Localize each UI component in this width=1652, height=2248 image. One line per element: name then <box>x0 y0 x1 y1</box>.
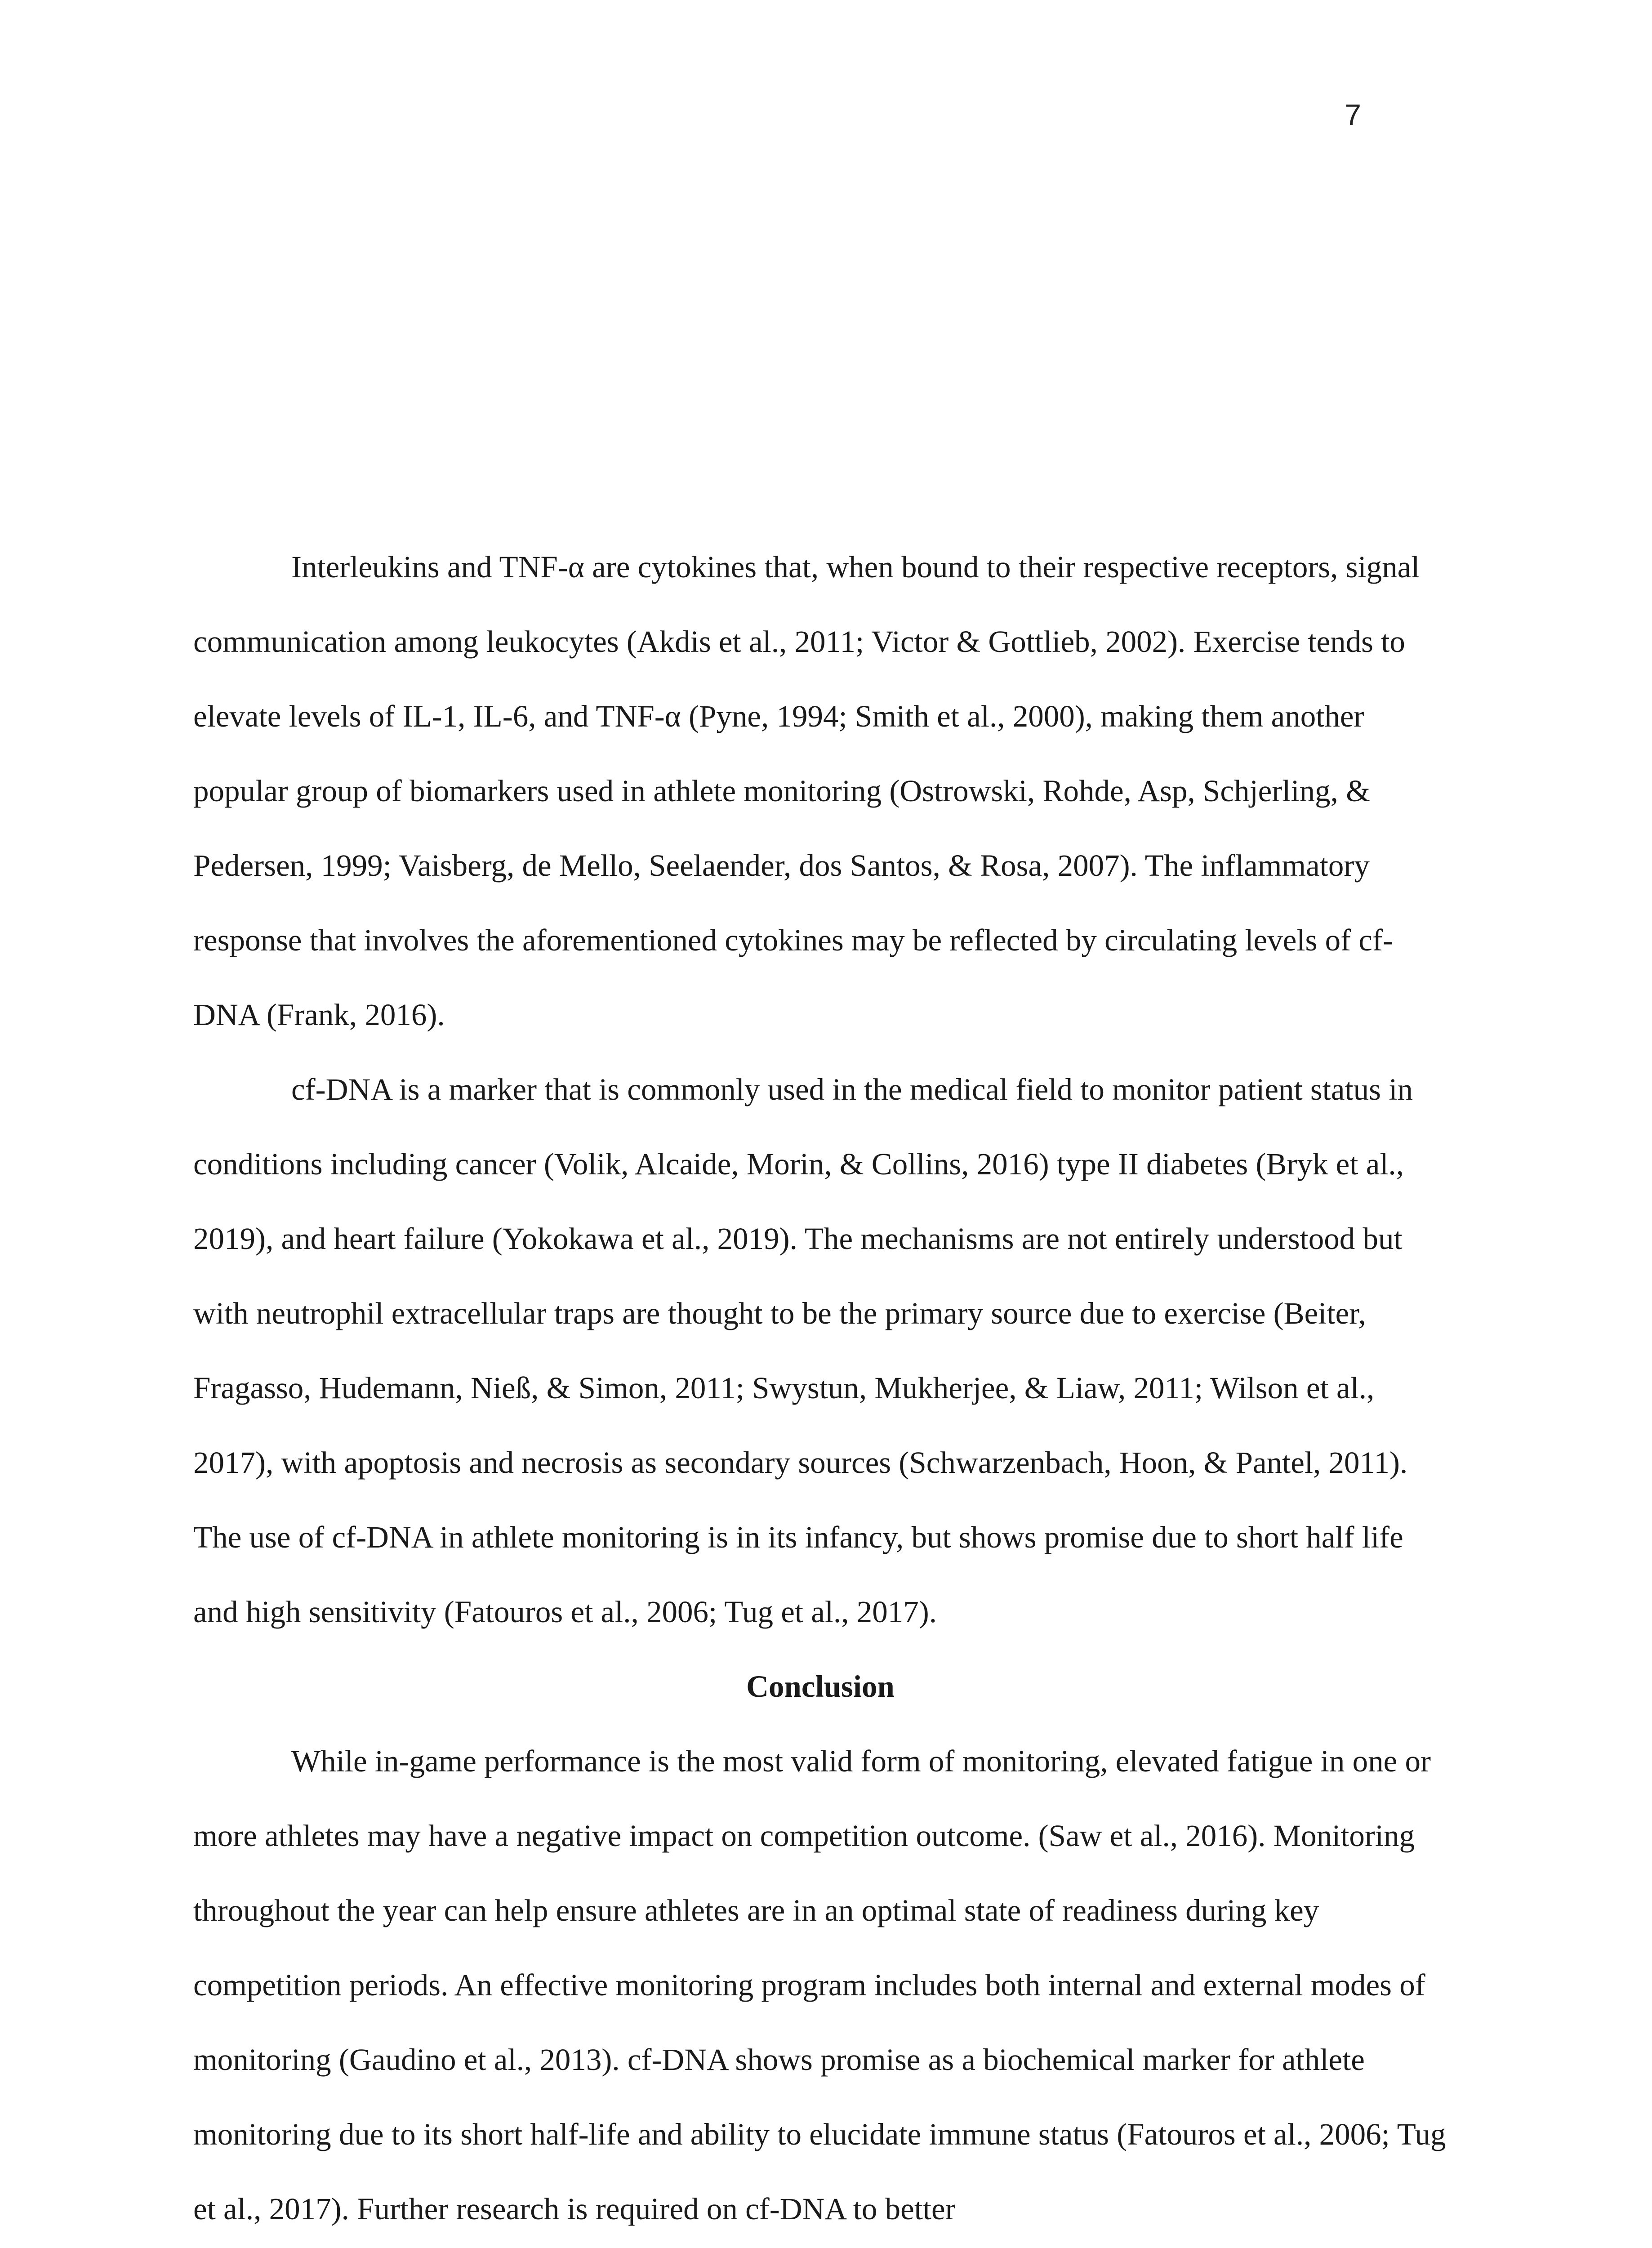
paragraph-conclusion: While in-game performance is the most valid form of monitoring, elevated fatigue in one or more athletes may have a negative impact on competition outcome. (Saw et al., 2016). Monitoring throughout the year can help ensure athletes are in an optimal state of readiness during key competition periods. An effective monitoring program includes both internal and external modes of monitoring (Gaudino et al., 2013). cf-DNA shows promise as a biochemical marker for athlete monitoring due to its short half-life and ability to elucidate immune status (Fatouros et al., 2006; Tug et al., 2017). Further research is required on cf-DNA to better <box>193 1744 1446 2226</box>
page-number: 7 <box>1345 98 1361 131</box>
paragraph-cf-dna: cf-DNA is a marker that is commonly used in the medical field to monitor patient status in conditions including cancer (Volik, Alcaide, Morin, & Collins, 2016) type II diabetes (Bryk et al., 2019), and heart failure (Yokokawa et al., 2019). The mechanisms are not entirely understood but with neutrophil extracellular traps are thought to be the primary source due to exercise (Beiter, Fragasso, Hudemann, Nieß, & Simon, 2011; Swystun, Mukherjee, & Liaw, 2011; Wilson et al., 2017), with apoptosis and necrosis as secondary sources (Schwarzenbach, Hoon, & Pantel, 2011). The use of cf-DNA in athlete monitoring is in its infancy, but shows promise due to short half life and high sensitivity (Fatouros et al., 2006; Tug et al., 2017). <box>193 1072 1413 1629</box>
document-body <box>193 530 1447 2246</box>
section-heading-conclusion: Conclusion <box>746 1669 895 1704</box>
paragraph-cytokines: Interleukins and TNF-α are cytokines that, when bound to their respective receptors, signal communication among leukocytes (Akdis et al., 2011; Victor & Gottlieb, 2002). Exercise tends to elevate levels of IL-1, IL-6, and TNF-α (Pyne, 1994; Smith et al., 2000), making them another popular group of biomarkers used in athlete monitoring (Ostrowski, Rohde, Asp, Schjerling, & Pedersen, 1999; Vaisberg, de Mello, Seelaender, dos Santos, & Rosa, 2007). The inflammatory response that involves the aforementioned cytokines may be reflected by circulating levels of cf-DNA (Frank, 2016). <box>193 550 1420 1032</box>
